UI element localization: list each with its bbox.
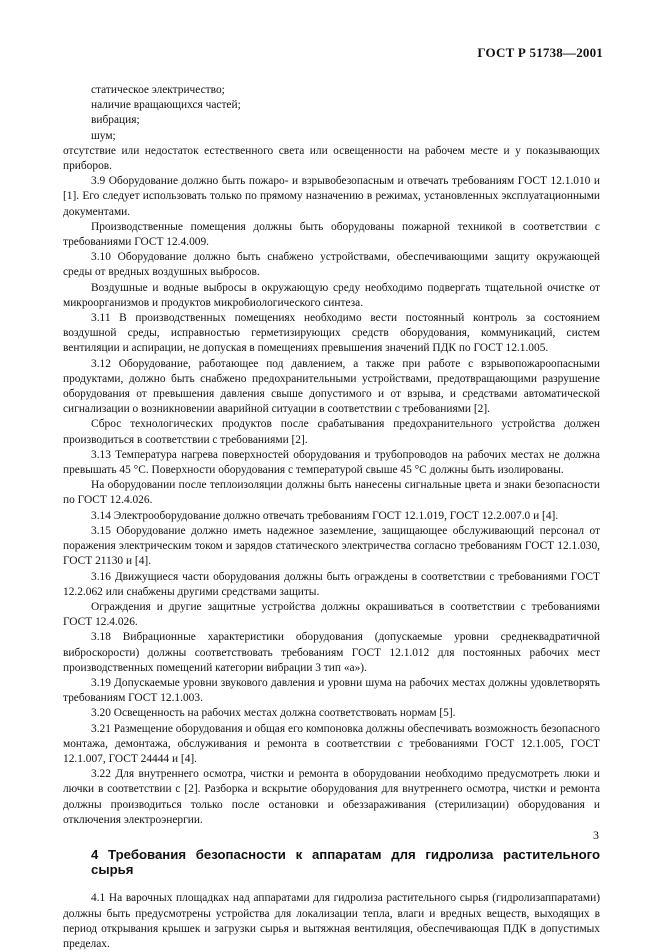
- paragraph: 3.20 Освещенность на рабочих местах должна соответствовать нормам [5].: [91, 707, 456, 720]
- paragraph: 3.10 Оборудование должно быть снабжено устройствами, обеспечивающими защиту окружающей среды от вредных воздушных выбросов.: [63, 251, 600, 279]
- paragraph: 3.19 Допускаемые уровни звукового давления и уровни шума на рабочих местах должны удовлетворять требованиям ГОСТ 12.1.003.: [63, 676, 600, 705]
- paragraph: 3.15 Оборудование должно иметь надежное заземление, защищающее обслуживающий персонал от поражения электрическим током и зарядов статического электричества согласно требованиям ГОСТ 12.1.030, ГОСТ 21130 и [4].: [63, 524, 600, 568]
- paragraph: 3.9 Оборудование должно быть пожаро- и взрывобезопасным и отвечать требованиям ГОСТ 12.1.010 и [1]. Его следует использовать только по прямому назначению в режимах, установленных эксплуатационными документами.: [63, 175, 600, 218]
- list-item: статическое электричество;: [91, 84, 225, 96]
- paragraph: Сброс технологических продуктов после срабатывания предохранительного устройства должен производиться в соответствии с требованиями [2].: [63, 418, 600, 446]
- list-item: вибрация;: [91, 114, 140, 127]
- paragraph: 4.1 На варочных площадках над аппаратами для гидролиза растительного сырья (гидролизаппаратами) должны быть предусмотрены устройства для локализации тепла, влаги и вредных веществ, выходящих в период открывания крышек и загрузки сырья и вытяжная вентиляция, обеспечивающая ПДК в допустимых пределах.: [63, 892, 600, 950]
- paragraph: 3.22 Для внутреннего осмотра, чистки и ремонта в оборудовании необходимо предусмотреть люки и лючки в соответствии с [2]. Разборка и вскрытие оборудования для внутреннего осмотра, чистки и ремонта должны производиться только после остановки и обеззараживания (стерилизации) оборудования и отключения электроэнергии.: [63, 768, 600, 826]
- paragraph: 3.11 В производственных помещениях необходимо вести постоянный контроль за состоянием воздушной среды, исправностью герметизирующих средств оборудования, коммуникаций, систем вентиляции и аспирации, не допуская в помещениях превышения значений ПДК по ГОСТ 12.1.005.: [63, 312, 600, 355]
- paragraph: 3.16 Движущиеся части оборудования должны быть ограждены в соответствии с требованиями ГОСТ 12.2.062 или снабжены другими средствами защиты.: [63, 570, 600, 598]
- paragraph: 3.18 Вибрационные характеристики оборудования (допускаемые уровни среднеквадратичной виброскорости) должны соответствовать требованиям ГОСТ 12.1.012 для постоянных рабочих мест производственных помещений категории вибрации 3 тип «а»).: [63, 631, 600, 674]
- document-body: [63, 83, 600, 952]
- paragraph: 3.12 Оборудование, работающее под давлением, а также при работе с взрывопожароопасными продуктами, должно быть снабжено предохранительными устройствами, предотвращающими разрушение оборудования от превышения давления свыше допустимого и от взрыва, и средствами автоматической сигнализации о возникновении аварийной ситуации в соответствии с требованиями [2].: [63, 357, 600, 416]
- paragraph: 3.21 Размещение оборудования и общая его компоновка должны обеспечивать возможность безопасного монтажа, демонтажа, обслуживания и ремонта в соответствии с требованиями ГОСТ 12.1.005, ГОСТ 12.1.007, ГОСТ 24444 и [4].: [63, 722, 600, 765]
- list-item: наличие вращающихся частей;: [91, 99, 241, 112]
- page-number: 3: [593, 828, 599, 842]
- list-item: шум;: [91, 129, 116, 142]
- paragraph: 3.13 Температура нагрева поверхностей оборудования и трубопроводов на рабочих местах не должна превышать 45 °С. Поверхности оборудования с температурой свыше 45 °С должны быть изолированы.: [63, 448, 600, 477]
- document-header: ГОСТ Р 51738—2001: [477, 45, 603, 60]
- paragraph: Производственные помещения должны быть оборудованы пожарной техникой в соответствии с требованиями ГОСТ 12.4.009.: [63, 220, 600, 249]
- paragraph: отсутствие или недостаток естественного света или освещенности на рабочем месте и у показывающих приборов.: [63, 144, 600, 173]
- paragraph: 3.14 Электрооборудование должно отвечать требованиям ГОСТ 12.1.019, ГОСТ 12.2.007.0 и [4].: [91, 509, 559, 522]
- paragraph: На оборудовании после теплоизоляции должны быть нанесены сигнальные цвета и знаки безопасности по ГОСТ 12.4.026.: [63, 479, 600, 507]
- section-heading: 4 Требования безопасности к аппаратам для гидролиза растительного сырья: [91, 846, 600, 878]
- paragraph: Ограждения и другие защитные устройства должны окрашиваться в соответствии с требованиями ГОСТ 12.4.026.: [63, 600, 600, 629]
- paragraph: Воздушные и водные выбросы в окружающую среду необходимо подвергать тщательной очистке от микроорганизмов и продуктов микробиологического синтеза.: [63, 281, 600, 309]
